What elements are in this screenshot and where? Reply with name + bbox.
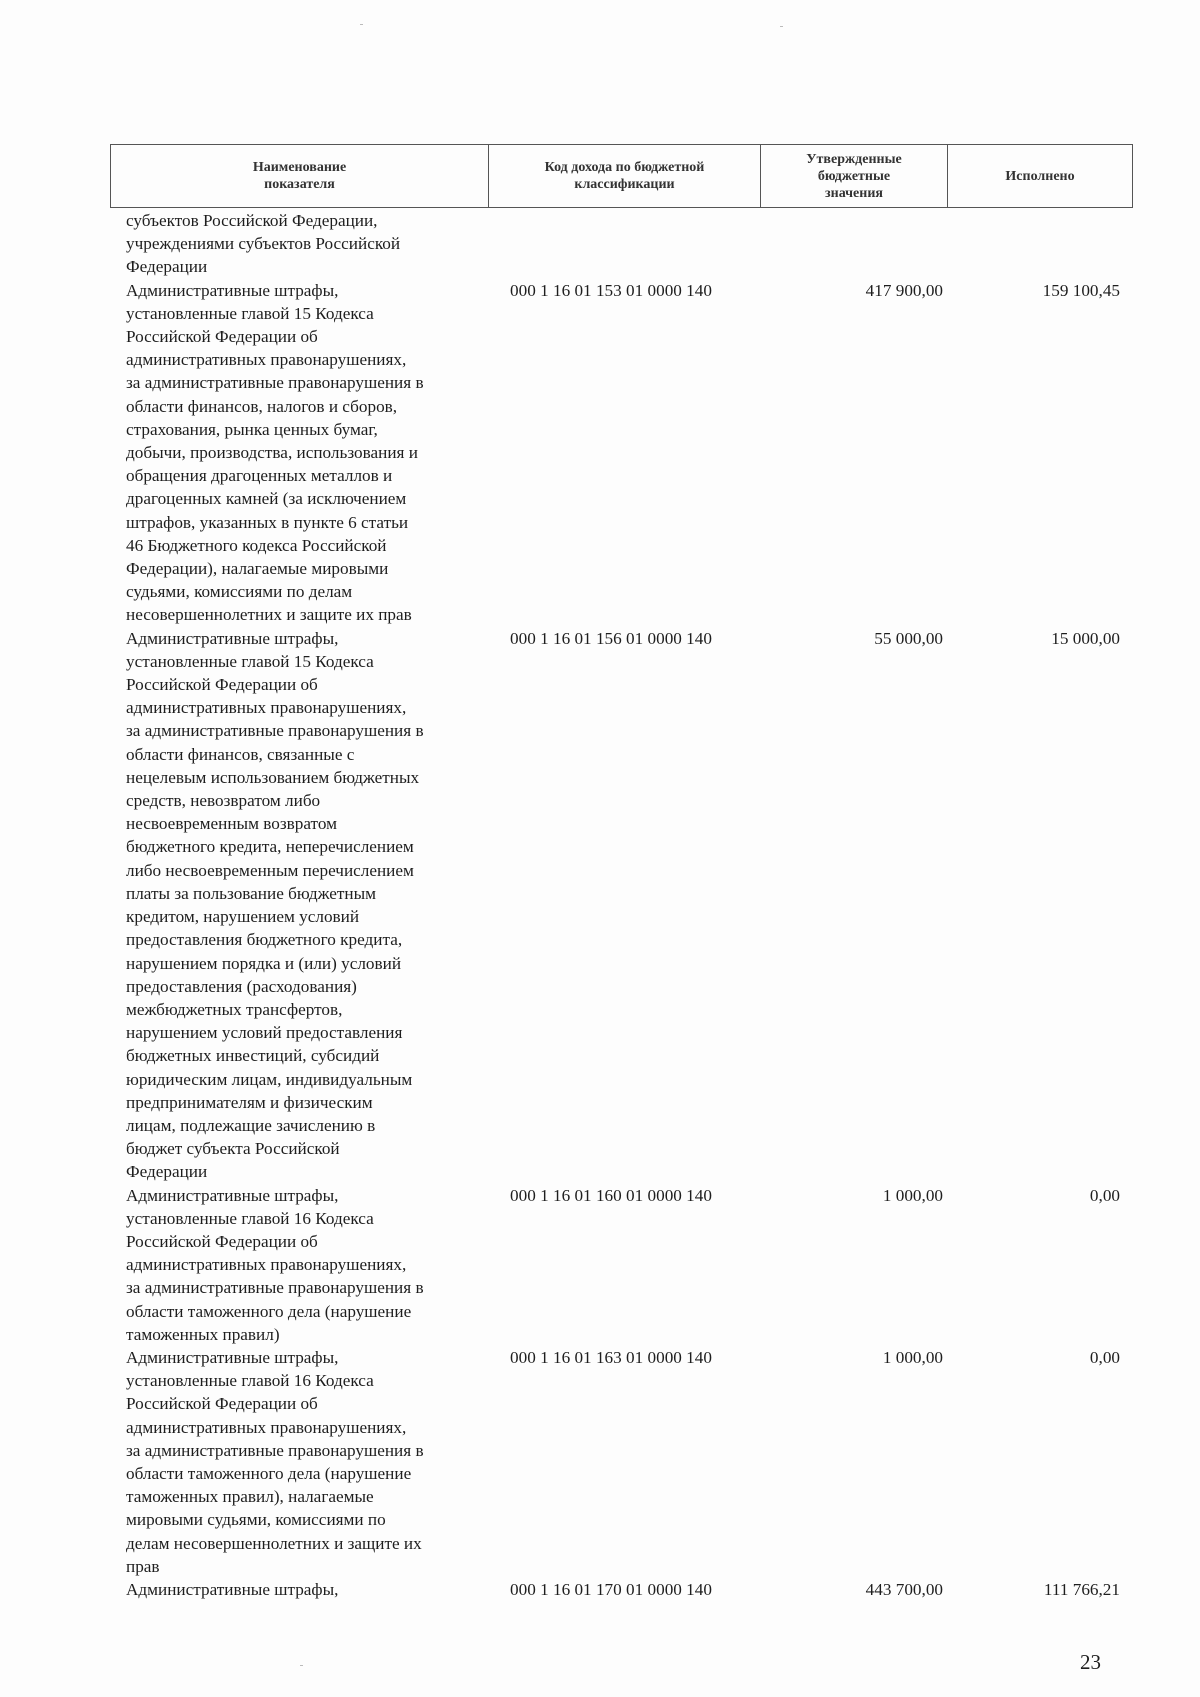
table-body [110,209,1133,1601]
scan-speck [360,24,363,25]
row-name: Административные штрафы, [126,1579,339,1599]
page-number: 23 [1080,1650,1101,1674]
row-executed: 111 766,21 [1043,1579,1120,1599]
table-row [110,279,1133,627]
row-name: Административные штрафы, установленные главой 16 Кодекса Российской Федерации об административных правонарушениях, за административные правонарушения в области таможенного дела (нарушение таможенных правил), налагаемые мировыми судьями, комиссиями по делам несовершеннолетних и защите их прав [126,1347,424,1576]
row-name: субъектов Российской Федерации, учреждениями субъектов Российской Федерации [126,211,401,277]
row-executed: 159 100,45 [1042,280,1120,300]
header-executed: Исполнено [1005,168,1075,184]
table-row [110,1184,1133,1346]
row-approved: 1 000,00 [882,1185,943,1205]
row-executed: 0,00 [1089,1347,1120,1367]
table-row [110,627,1133,1184]
row-code: 000 1 16 01 170 01 0000 140 [510,1579,712,1599]
header-code: Код дохода по бюджетной классификации [489,145,761,207]
row-approved: 417 900,00 [865,280,943,300]
row-code: 000 1 16 01 160 01 0000 140 [510,1185,712,1205]
table-row [110,1578,1133,1601]
row-name: Административные штрафы, установленные главой 15 Кодекса Российской Федерации об административных правонарушениях, за административные правонарушения в области финансов, связанные с нецелевым использованием бюджетных средств, невозвратом либо несвоевременным возвратом бюджетного кредита, неперечислением либо несвоевременным перечислением платы за пользование бюджетным кредитом, нарушением условий предоставления бюджетного кредита, нарушением порядка и (или) условий предоставления (расходования) межбюджетных трансфертов, нарушением условий предоставления бюджетных инвестиций, субсидий юридическим лицам, индивидуальным предпринимателям и физическим лицам, подлежащие зачислению в бюджет субъекта Российской Федерации [126,628,424,1182]
table-row [110,1346,1133,1578]
row-name: Административные штрафы, установленные главой 16 Кодекса Российской Федерации об административных правонарушениях, за административные правонарушения в области таможенного дела (нарушение таможенных правил) [126,1185,424,1344]
row-approved: 1 000,00 [882,1347,943,1367]
row-approved: 443 700,00 [865,1579,943,1599]
table-row [110,209,1133,279]
row-code: 000 1 16 01 163 01 0000 140 [510,1347,712,1367]
row-code: 000 1 16 01 153 01 0000 140 [510,280,712,300]
row-executed: 0,00 [1089,1185,1120,1205]
header-approved: Утвержденные бюджетные значения [761,145,948,207]
row-code: 000 1 16 01 156 01 0000 140 [510,628,712,648]
scan-speck [300,1665,303,1666]
header-name: Наименование показателя [111,145,489,207]
table-header [110,144,1133,208]
row-approved: 55 000,00 [874,628,943,648]
row-executed: 15 000,00 [1051,628,1120,648]
row-name: Административные штрафы, установленные главой 15 Кодекса Российской Федерации об административных правонарушениях, за административные правонарушения в области финансов, налогов и сборов, страхования, рынка ценных бумаг, добычи, производства, использования и обращения драгоценных металлов и драгоценных камней (за исключением штрафов, указанных в пункте 6 статьи 46 Бюджетного кодекса Российской Федерации), налагаемые мировыми судьями, комиссиями по делам несовершеннолетних и защите их прав [126,280,424,625]
scan-speck [780,26,783,27]
